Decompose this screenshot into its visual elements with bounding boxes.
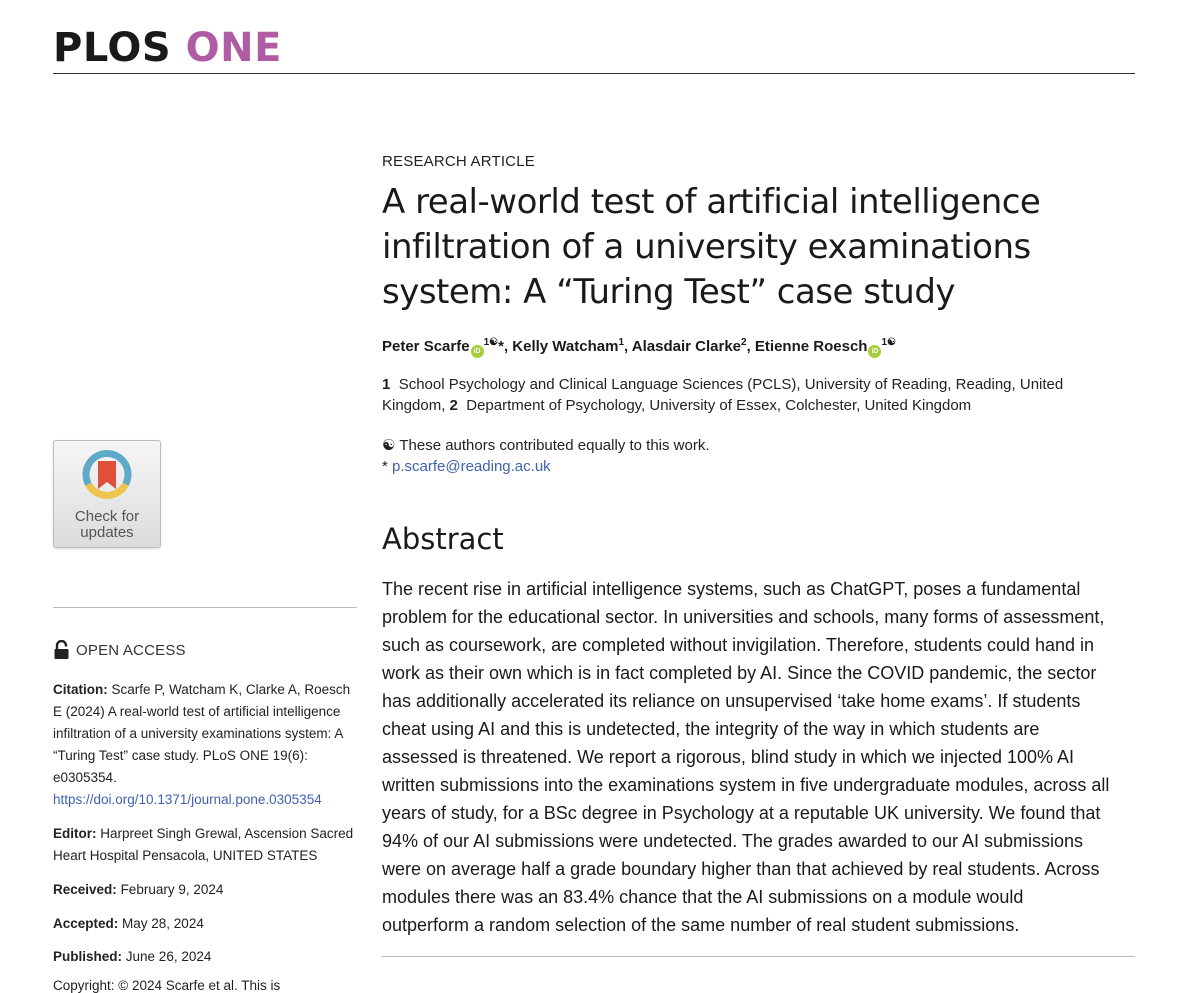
header-divider [53, 73, 1135, 74]
editor-label: Editor: [53, 826, 97, 841]
email-marker: * [382, 458, 388, 475]
received [53, 879, 357, 901]
email-link[interactable]: p.scarfe@reading.ac.uk [392, 458, 551, 475]
copyright-partial: Copyright: © 2024 Scarfe et al. This is [53, 978, 281, 993]
affiliations [382, 374, 1102, 416]
sidebar-divider [53, 607, 357, 608]
logo-one: ONE [185, 25, 282, 71]
check-for-updates-label: Check for updates [74, 508, 140, 541]
crossmark-icon [79, 447, 135, 503]
affiliation-number: 1 [382, 376, 391, 393]
received-date: February 9, 2024 [120, 882, 224, 897]
published [53, 946, 357, 968]
abstract-divider [382, 956, 1135, 957]
open-access [53, 640, 186, 660]
corresponding-marker: * [498, 338, 504, 355]
orcid-icon[interactable]: iD [471, 345, 484, 358]
check-for-updates-badge[interactable] [53, 440, 161, 548]
author-affil: 1 [618, 337, 624, 348]
affiliation-number: 2 [449, 397, 458, 414]
plos-one-logo[interactable] [53, 26, 282, 70]
author-name[interactable]: Peter Scarfe [382, 338, 470, 355]
affiliation-text: School Psychology and Clinical Language Sciences (PCLS), University of Reading, Reading, United Kingdom, [382, 376, 1064, 414]
received-label: Received: [53, 882, 117, 897]
article-title: A real-world test of artificial intelligence infiltration of a university examinations system: A “Turing Test” case study [382, 182, 1041, 312]
author-name[interactable]: Kelly Watcham [512, 338, 619, 355]
author-affil: 1☯ [483, 337, 499, 348]
accepted [53, 913, 357, 935]
open-access-label: OPEN ACCESS [76, 641, 186, 659]
citation-doi-link[interactable]: https://doi.org/10.1371/journal.pone.0305354 [53, 792, 322, 807]
citation-label: Citation: [53, 682, 108, 697]
corresponding-email [382, 456, 551, 477]
author-list: Peter Scarfe $iD^{1☯}*$, Kelly Watcham$^1$, Alasdair Clarke$^2$, Etienne Roesch $iD^{1☯}$ [382, 337, 896, 358]
equal-contribution-note: ☯ These authors contributed equally to this work. [382, 437, 710, 454]
open-lock-icon [53, 640, 71, 660]
article-type: RESEARCH ARTICLE [382, 153, 535, 170]
affiliation-text: Department of Psychology, University of Essex, Colchester, United Kingdom [466, 397, 972, 414]
accepted-date: May 28, 2024 [122, 916, 204, 931]
citation [53, 679, 357, 811]
citation-text: Scarfe P, Watcham K, Clarke A, Roesch E (2024) A real-world test of artificial intelligence infiltration of a university examinations system: A “Turing Test” case study. PLoS ONE 19(6): e0305354. [53, 682, 351, 785]
author-affil: 1☯ [881, 337, 896, 348]
logo-plos: PLOS [53, 25, 172, 71]
author-name[interactable]: Alasdair Clarke [631, 338, 742, 355]
author-affil: 2 [741, 337, 747, 348]
published-date: June 26, 2024 [125, 949, 212, 964]
accepted-label: Accepted: [53, 916, 119, 931]
abstract-text: The recent rise in artificial intelligence systems, such as ChatGPT, poses a fundamental problem for the educational sector. In universities and schools, many forms of assessment, such as coursework, are completed without invigilation. Therefore, students could hand in work as their own which is in fact completed by AI. Since the COVID pandemic, the sector has additionally accelerated its reliance on unsupervised ‘take home exams’. If students cheat using AI and this is undetected, the integrity of the way in which students are assessed is threatened. We report a rigorous, blind study in which we injected 100% AI written submissions into the examinations system in five undergraduate modules, across all years of study, for a BSc degree in Psychology at a reputable UK university. We found that 94% of our AI submissions were undetected. The grades awarded to our AI submissions were on average half a grade boundary higher than that achieved by real students. Across modules there was an 83.4% chance that the AI submissions on a module would outperform a random selection of the same number of real student submissions. [382, 579, 1110, 935]
editor-text: Harpreet Singh Grewal, Ascension Sacred Heart Hospital Pensacola, UNITED STATES [53, 826, 354, 863]
author-name[interactable]: Etienne Roesch [754, 338, 868, 355]
editor [53, 823, 357, 867]
published-label: Published: [53, 949, 123, 964]
abstract-heading: Abstract [382, 522, 504, 556]
orcid-icon[interactable]: iD [868, 345, 881, 358]
